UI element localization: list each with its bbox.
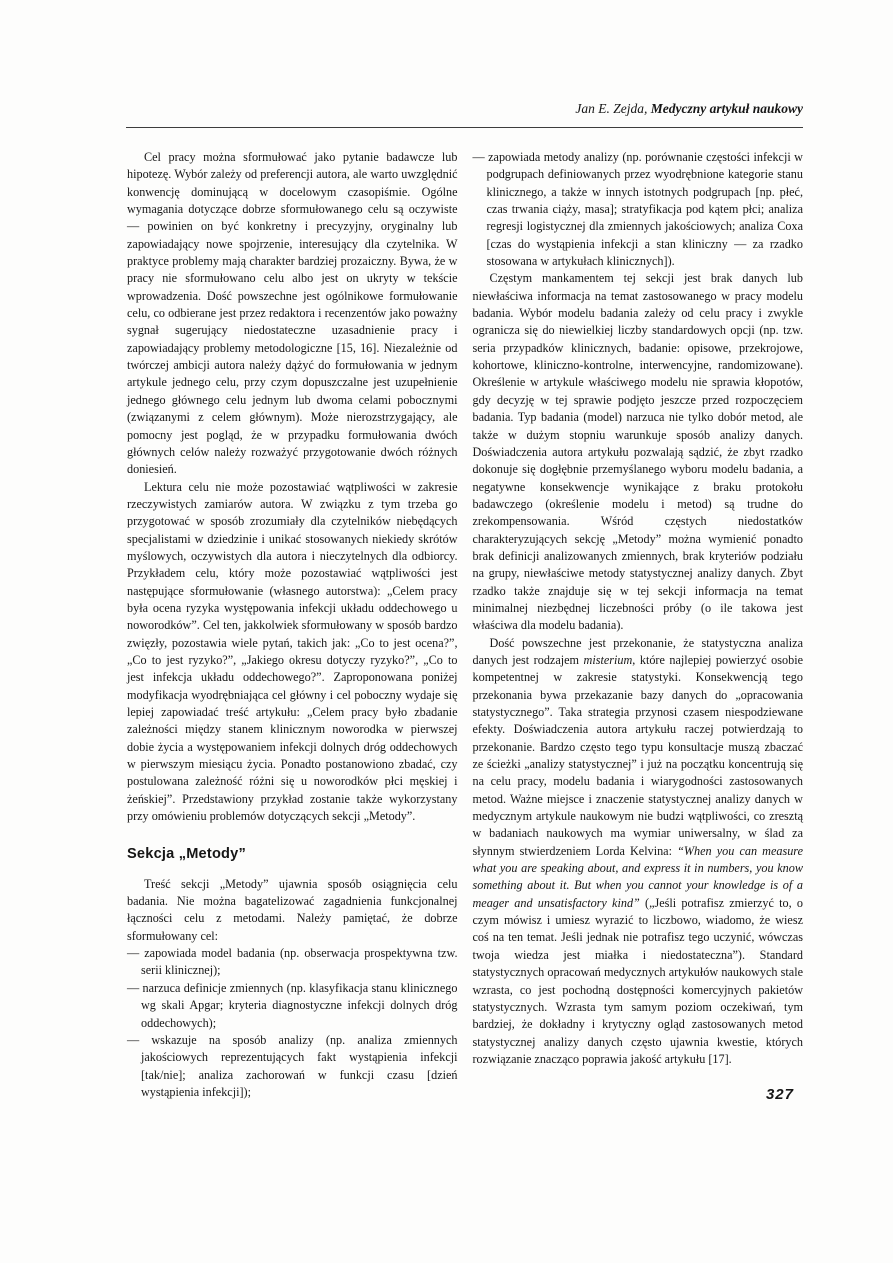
page-number: 327 xyxy=(765,1086,794,1104)
text-run: , które najlepiej powierzyć osobie kompetentnej w zakresie statystyki. Konsekwencją tego przekonania bywa przekazanie bazy danych do „opracowania statystycznego”. Taka strategia przynosi czasem niespodziewane efekty. Doświadczenia autora artykułu raczej potwierdzają to przekonanie. Bardzo często tego typu konsultacje muszą zbaczać ze ścieżki „analizy statystycznej” i już na początku koncentrują się na celu pracy, modelu badania i wiarygodności zastosowanych metod. Ważne miejsce i znaczenie statystycznej analizy danych w medycznym artykule naukowym nie budzi wątpliwości, co zresztą w badaniach naukowych ma wymiar uniwersalny, w ślad za słynnym stwierdzeniem Lorda Kelvina: xyxy=(472,652,803,858)
header-rule xyxy=(126,127,803,128)
italic-term-misterium: misterium xyxy=(583,652,633,667)
paragraph-cel-pracy: Cel pracy można sformułować jako pytanie badawcze lub hipotezę. Wybór zależy od preferencji autora, ale warto uwzględnić konwencję dominującą w docelowym czasopiśmie. Ogólne wymagania dotyczące dobrze sformułowanego celu są oczywiste — powinien on być konkretny i precyzyjny, oryginalny lub zapowiadający nowe spojrzenie, interesujący dla czytelnika. W praktyce problemy mają charakter bardziej prozaiczny. Bywa, że w pracy nie sformułowano celu albo jest on ukryty w tekście wprowadzenia. Dość powszechne jest ogólnikowe formułowanie celu, co odbierane jest przez redaktora i recenzentów jako poważny sygnał sugerujący niedostateczne uzasadnienie pracy i zapowiadający problemy metodologiczne [15, 16]. Niezależnie od twórczej ambicji autora należy dążyć do formułowania w jednym artykule jednego celu, przy czym dopuszczalne jest uzupełnienie jednego głównego celu jednym lub dwoma celami pobocznymi (związanymi z celem głównym). Może nierozstrzygający, ale pomocny jest pogląd, że w przypadku formułowania dwóch głównych celów należy rozważyć przygotowanie dwóch różnych doniesień. xyxy=(127,150,458,477)
paragraph-dosc-powszechne xyxy=(473,635,804,1069)
two-column-layout xyxy=(127,149,803,1104)
running-header-author: Jan E. Zejda, xyxy=(575,101,651,116)
list-item-model-badania: — zapowiada model badania (np. obserwacja prospektywna tzw. serii klinicznej); xyxy=(127,946,458,978)
running-header-title: Medyczny artykuł naukowy xyxy=(650,101,803,116)
paragraph-czestym-mankamentem: Częstym mankamentem tej sekcji jest brak danych lub niewłaściwa informacja na temat zastosowanego w pracy modelu badania. Wybór modelu badania zależy od celu pracy i zwykle ogranicza się do niewielkiej liczby standardowych opcji (np. tzw. seria przypadków klinicznych, badanie: opisowe, przekrojowe, kohortowe, kliniczno-kontrolne, interwencyjne, randomizowane). Określenie w artykule właściwego modelu nie sprawia kłopotów, gdy decyzję w tej sprawie podjęto jeszcze przed rozpoczęciem badania. Typ badania (model) narzuca nie tylko dobór metod, ale także w dużym stopniu warunkuje sposób analizy danych. Doświadczenia autora artykułu pozwalają sądzić, że zbyt rzadko dokonuje się dogłębnie przemyślanego wyboru modelu badania, a negatywne konsekwencje wynikające z braku protokołu badawczego (określenie modelu i metod) są trudne do zrekompensowania. Wśród częstych niedostatków charakteryzujących sekcję „Metody” można wymienić ponadto brak definicji analizowanych zmiennych, brak kryteriów podziału na grupy, niewłaściwe metody statystycznej analizy danych. Zbyt rzadko także znajduje się w tej sekcji informacja na temat minimalnej niezbędnej liczebności próby (o ile takowa jest właściwa dla modelu badania). xyxy=(472,271,803,633)
running-header xyxy=(127,101,803,117)
list-item-metody-analizy: — zapowiada metody analizy (np. porównanie częstości infekcji w podgrupach definiowanych przez wyodrębnione kategorie stanu klinicznego, a także w innych istotnych podgrupach [np. płeć, czas trwania ciąży, masa]; stratyfikacja pod kątem płci; analiza regresji logistycznej dla zmiennych jakościowych; analiza Coxa [czas do wystąpienia infekcji a stan kliniczny — za rzadko stosowana w artykułach klinicznych]). xyxy=(472,150,803,269)
text-run: („Jeśli potrafisz zmierzyć to, o czym mówisz i umiesz wyrazić to liczbowo, wiadomo, że wiesz coś na ten temat. Jeśli jednak nie potrafisz tego uczynić, wówczas twoja wiedza jest miałka i niedostateczna”). Standard statystycznych opracowań medycznych artykułów naukowych stale wzrasta, co jest pochodną dostępności komercyjnych pakietów statystycznych. Wzrasta tym samym poziom oczekiwań, tym bardziej, że dokładny i krytyczny ogląd zastosowanych metod statystycznej analizy danych często ujawnia kwestie, których rozwiązanie znacząco poprawia jakość artykułu [17]. xyxy=(472,895,803,1066)
text-run: Dość powszechne jest przekonanie, że statystyczna analiza danych jest rodzajem xyxy=(472,635,803,667)
section-heading-metody: Sekcja „Metody” xyxy=(127,846,246,863)
kelvin-quote: “When you can measure what you are speaking about, and express it in numbers, you know something about it. But when you cannot your knowledge is of a meager and unsatisfactory kind” xyxy=(472,843,804,910)
list-item-definicje-zmiennych: — narzuca definicje zmiennych (np. klasyfikacja stanu klinicznego wg skali Apgar; kryteria diagnostyczne infekcji dolnych dróg oddechowych); xyxy=(127,980,458,1030)
left-column xyxy=(127,149,458,1104)
paragraph-lektura-celu: Lektura celu nie może pozostawiać wątpliwości w zakresie rzeczywistych zamiarów autora. W związku z tym trzeba go przygotować w sposób zrozumiały dla czytelników niebędących specjalistami w dziedzinie i unikać stosowanych niekiedy skrótów myślowych, oczywistych dla autora i nieczytelnych dla odbiorcy. Przykładem celu, który może pozostawiać wątpliwości jest następujące sformułowanie (własnego autorstwa): „Celem pracy była ocena ryzyka występowania infekcji układu oddechowego u noworodków”. Cel ten, jakkolwiek sformułowany w sposób bardzo zwięzły, pozostawia wiele pytań, takich jak: „Co to jest ocena?”, „Co to jest ryzyko?”, „Jakiego okresu dotyczy ryzyko?”, „Co to jest infekcja układu oddechowego?”. Zaproponowana poniżej modyfikacja wyodrębniająca cel główny i cel poboczny wydaje się lepiej zapowiadać treść artykułu: „Celem pracy było zbadanie zależności między stanem klinicznym noworodka w pierwszej dobie życia a występowaniem infekcji dolnych dróg oddechowych w pierwszym miesiącu życia. Ponadto postanowiono zbadać, czy postulowana zależność różni się u noworodków płci męskiej i żeńskiej”. Przedstawiony przykład zostanie także wykorzystany przy omówieniu problemów dotyczących sekcji „Metody”. xyxy=(127,479,458,824)
right-column xyxy=(473,149,804,1104)
paragraph-tresc-sekcji: Treść sekcji „Metody” ujawnia sposób osiągnięcia celu badania. Nie można bagatelizować zagadnienia funkcjonalnej łączności celu z metodami. Należy pamiętać, że dobrze sformułowany cel: xyxy=(127,876,458,943)
list-item-sposob-analizy: — wskazuje na sposób analizy (np. analiza zmiennych jakościowych reprezentujących fakt wystąpienia infekcji [tak/nie]; analiza zachorowań w funkcji czasu [dzień wystąpienia infekcji]); xyxy=(127,1032,458,1099)
